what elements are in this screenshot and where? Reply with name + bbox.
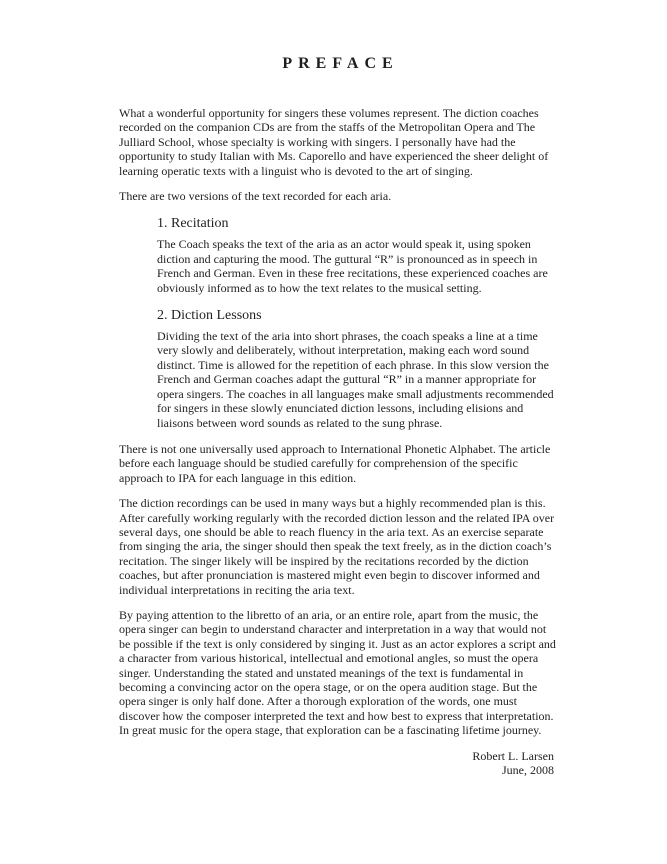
section-heading-recitation: 1. Recitation bbox=[157, 216, 229, 232]
closing-paragraph-recommended-plan: The diction recordings can be used in many ways but a highly recommended plan is this. After carefully working regularly with the recorded diction lesson and the related IPA over several days, one should be able to reach fluency in the aria text. As an exercise separate from singing the aria, the singer should then speak the text freely, as in the diction coach’s recitation. The singer likely will be inspired by the recitations recorded by the diction coaches, but after pronunciation is mastered might even begin to discover informed and individual interpretations in reciting the aria text. bbox=[119, 496, 555, 597]
section-body-diction-lessons: Dividing the text of the aria into short phrases, the coach speaks a line at a time very slowly and deliberately, without interpretation, making each word sound distinct. Time is allowed for the repetition of each phrase. In this slow version the French and German coaches adapt the guttural “R” in a manner appropriate for opera singers. The coaches in all languages make small adjustments recommended for singers in these slowly enunciated diction lessons, including elisions and liaisons between word sounds as related to the sung phrase. bbox=[157, 329, 554, 430]
closing-paragraph-ipa: There is not one universally used approach to International Phonetic Alphabet. The article before each language should be studied carefully for comprehension of the specific approach to IPA for each language in this edition. bbox=[119, 441, 551, 485]
title-spacer bbox=[119, 73, 556, 106]
intro-paragraph: What a wonderful opportunity for singers these volumes represent. The diction coaches recorded on the companion CDs are from the staffs of the Metropolitan Opera and The Julliard School, whose specialty is working with singers. I personally have had the opportunity to study Italian with Ms. Caporello and have experienced the sheer delight of learning operatic texts with a linguist who is devoted to the art of singing. bbox=[119, 106, 549, 178]
closing-paragraphs bbox=[119, 442, 556, 738]
signature-block bbox=[119, 749, 556, 778]
signature-name: Robert L. Larsen bbox=[472, 748, 554, 763]
section-body-recitation: The Coach speaks the text of the aria as an actor would speak it, using spoken diction and capturing the mood. The guttural “R” is pronounced as in speech in French and German. Even in these free recitations, these experienced coaches are obviously informed as to how the text relates to the musical setting. bbox=[157, 237, 548, 295]
page-title: PREFACE bbox=[282, 55, 399, 72]
section-recitation bbox=[157, 215, 556, 295]
section-heading-diction-lessons: 2. Diction Lessons bbox=[157, 308, 262, 324]
intro-paragraph: There are two versions of the text recorded for each aria. bbox=[119, 189, 392, 204]
signature-date: June, 2008 bbox=[502, 763, 554, 778]
closing-paragraph-libretto: By paying attention to the libretto of an aria, or an entire role, apart from the music, the opera singer can begin to understand character and interpretation in a way that would not be possible if the text is only considered by singing it. Just as an actor explores a script and a character from various historical, intellectual and emotional angles, so must the opera singer. Understanding the stated and unstated meanings of the text is fundamental in becoming a convincing actor on the opera stage, or on the opera audition stage. But the opera singer is only half done. After a thorough exploration of the words, one must discover how the composer interpreted the text and how best to express that interpretation. In great music for the opera stage, that exploration can be a fascinating lifetime journey. bbox=[119, 607, 556, 738]
section-diction-lessons bbox=[157, 307, 556, 430]
